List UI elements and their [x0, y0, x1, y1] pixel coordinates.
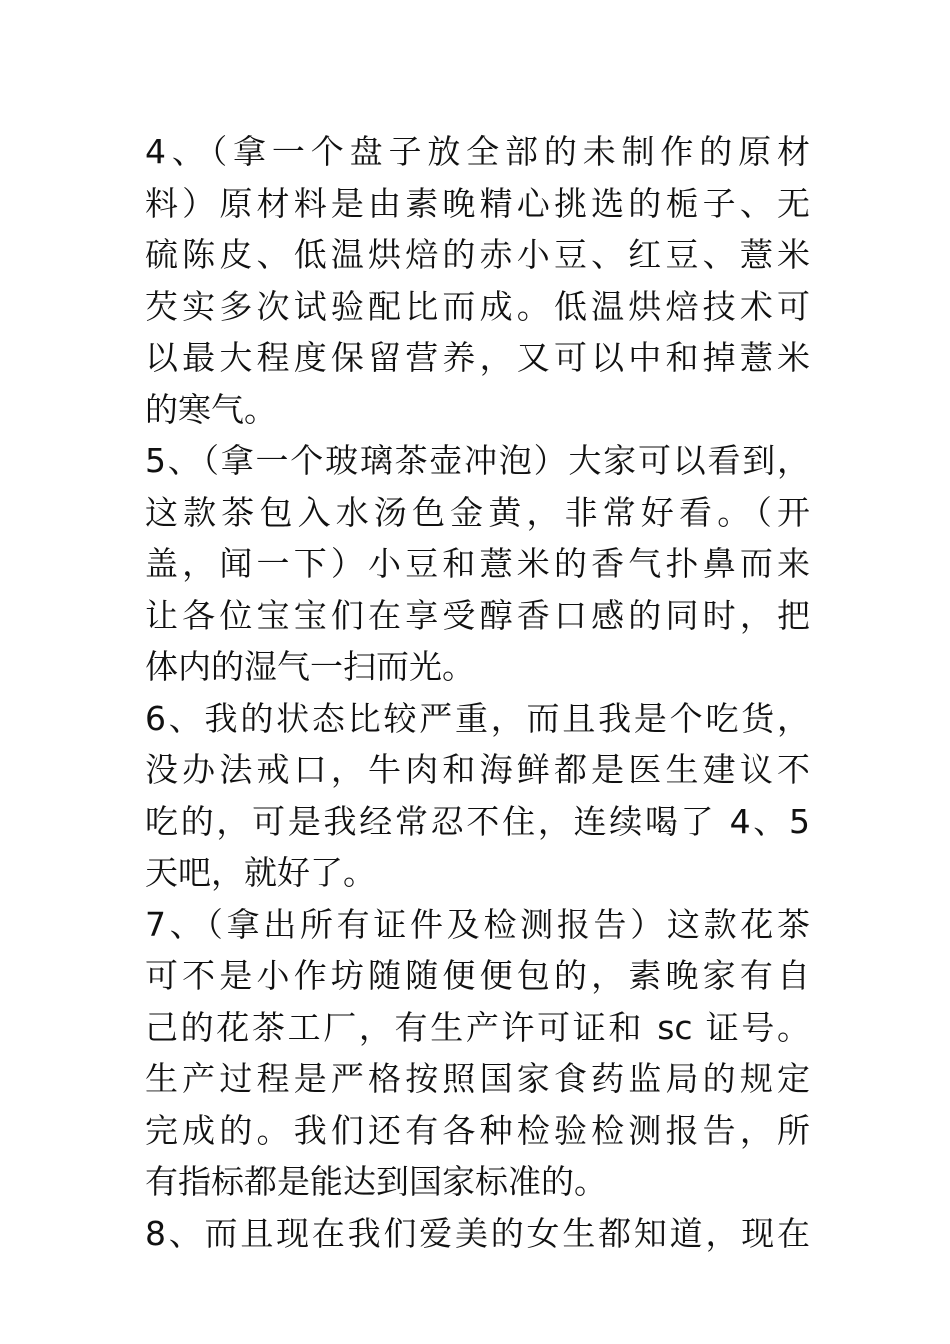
- text-line: 5、（拿一个玻璃茶壶冲泡）大家可以看到，: [145, 441, 810, 480]
- text-line: 以最大程度保留营养，又可以中和掉薏米: [145, 338, 810, 377]
- text-line: 7、（拿出所有证件及检测报告）这款花茶: [145, 904, 810, 944]
- text-line: 天吧，就好了。: [145, 853, 376, 892]
- text-line: 有指标都是能达到国家标准的。: [145, 1162, 607, 1201]
- text-line: 可不是小作坊随随便便包的，素晚家有自: [145, 956, 810, 995]
- text-line: 的寒气。: [145, 389, 277, 429]
- text-line: 生产过程是严格按照国家食药监局的规定: [145, 1059, 810, 1098]
- paragraph-6: [145, 693, 810, 899]
- text-line: 体内的湿气一扫而光。: [145, 647, 475, 686]
- document-body: [145, 126, 810, 1259]
- paragraph-4: [145, 126, 810, 435]
- text-line: 4、（拿一个盘子放全部的未制作的原材: [145, 132, 810, 171]
- text-line: 8、而且现在我们爱美的女生都知道，现在: [145, 1213, 810, 1253]
- text-line: 吃的，可是我经常忍不住，连续喝了 4、5: [145, 801, 810, 841]
- text-line: 完成的。我们还有各种检验检测报告，所: [145, 1110, 810, 1150]
- text-line: 没办法戒口，牛肉和海鲜都是医生建议不: [145, 750, 810, 789]
- text-line: 芡实多次试验配比而成。低温烘焙技术可: [145, 286, 810, 326]
- text-line: 这款茶包入水汤色金黄，非常好看。（开: [145, 492, 810, 532]
- text-line: 6、我的状态比较严重，而且我是个吃货，: [145, 698, 810, 738]
- text-line: 己的花茶工厂，有生产许可证和 sc 证号。: [145, 1007, 810, 1047]
- paragraph-8: [145, 1208, 810, 1260]
- paragraph-5: [145, 435, 810, 693]
- paragraph-7: [145, 899, 810, 1208]
- text-line: 让各位宝宝们在享受醇香口感的同时，把: [145, 595, 810, 635]
- text-line: 硫陈皮、低温烘焙的赤小豆、红豆、薏米: [145, 235, 810, 274]
- text-line: 盖，闻一下）小豆和薏米的香气扑鼻而来: [145, 544, 810, 583]
- text-line: 料）原材料是由素晚精心挑选的栀子、无: [145, 183, 810, 223]
